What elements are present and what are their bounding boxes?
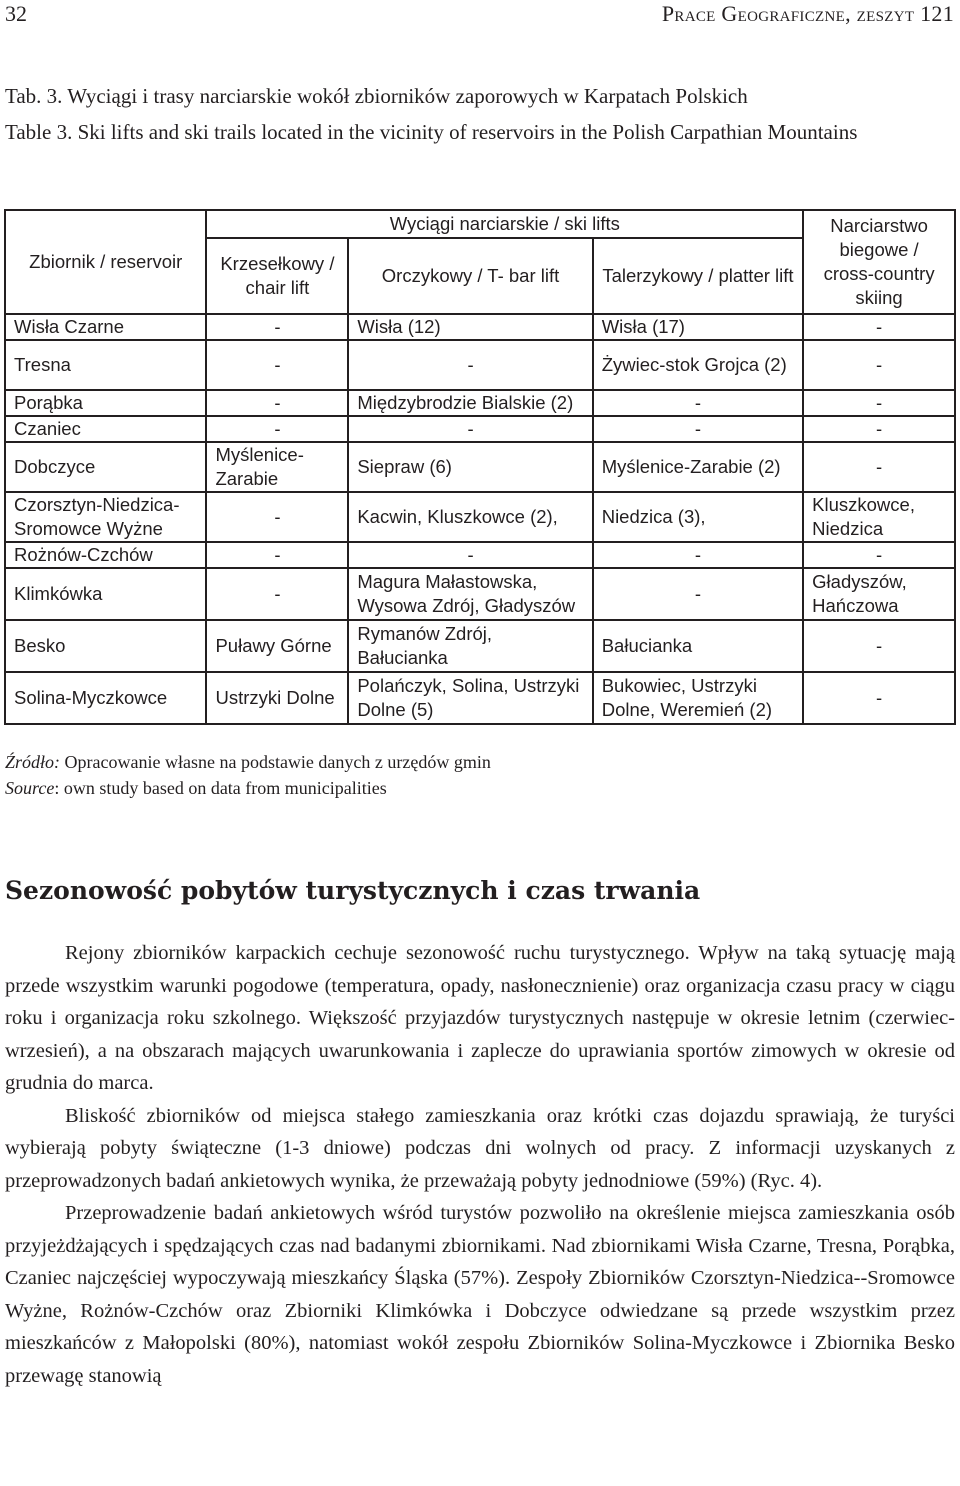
table-row bbox=[5, 442, 955, 492]
reservoir-cell: Wisła Czarne bbox=[5, 314, 206, 340]
platter-lift-cell: - bbox=[593, 416, 803, 442]
header-ski-lifts: Wyciągi narciarskie / ski lifts bbox=[206, 210, 803, 238]
reservoir-cell: Porąbka bbox=[5, 390, 206, 416]
chair-lift-cell: - bbox=[206, 542, 348, 568]
tbar-lift-cell: Międzybrodzie Bialskie (2) bbox=[348, 390, 592, 416]
journal-title: Prace Geograficzne, zeszyt 121 bbox=[661, 1, 954, 26]
table-row bbox=[5, 416, 955, 442]
reservoir-cell: Czaniec bbox=[5, 416, 206, 442]
tbar-lift-cell: Rymanów Zdrój, Bałucianka bbox=[348, 620, 592, 672]
cross-country-cell: - bbox=[803, 542, 955, 568]
tbar-lift-cell: Polańczyk, Solina, Ustrzyki Dolne (5) bbox=[348, 672, 592, 724]
platter-lift-cell: Myślenice-Zarabie (2) bbox=[593, 442, 803, 492]
tbar-lift-cell: Wisła (12) bbox=[348, 314, 592, 340]
platter-lift-cell: - bbox=[593, 390, 803, 416]
tbar-lift-cell: Kacwin, Kluszkowce (2), bbox=[348, 492, 592, 542]
cross-country-cell: - bbox=[803, 314, 955, 340]
cross-country-cell: Gładyszów, Hańczowa bbox=[803, 568, 955, 620]
cross-country-cell: - bbox=[803, 442, 955, 492]
chair-lift-cell: - bbox=[206, 390, 348, 416]
body-text bbox=[5, 937, 955, 1392]
cross-country-cell: - bbox=[803, 416, 955, 442]
tbar-lift-cell: Siepraw (6) bbox=[348, 442, 592, 492]
cross-country-cell: - bbox=[803, 672, 955, 724]
platter-lift-cell: Wisła (17) bbox=[593, 314, 803, 340]
cross-country-cell: - bbox=[803, 340, 955, 390]
chair-lift-cell: - bbox=[206, 314, 348, 340]
table-row bbox=[5, 340, 955, 390]
chair-lift-cell: - bbox=[206, 568, 348, 620]
reservoir-cell: Dobczyce bbox=[5, 442, 206, 492]
table-sources bbox=[5, 749, 945, 801]
paragraph: Bliskość zbiorników od miejsca stałego zamieszkania oraz krótki czas dojazdu sprawiają, że turyści wybierają pobyty świąteczne (1-3 dniowe) podczas dni wolnych od pracy. Z informacji uzyskanych z przeprowadzonych badań ankietowych wynika, że przeważają pobyty jednodniowe (59%) (Ryc. 4). bbox=[5, 1104, 955, 1192]
tbar-lift-cell: - bbox=[348, 416, 592, 442]
table-row bbox=[5, 568, 955, 620]
platter-lift-cell: Niedzica (3), bbox=[593, 492, 803, 542]
cross-country-cell: - bbox=[803, 390, 955, 416]
paragraph: Rejony zbiorników karpackich cechuje sezonowość ruchu turystycznego. Wpływ na taką sytuację mają przede wszystkim warunki pogodowe (temperatura, opady, nasłonecznienie) oraz organizacja czasu pracy w ciągu roku i organizacja roku szkolnego. Większość przyjazdów turystycznych następuje w okresie letnim (czerwiec-wrzesień), a na obszarach mających uwarunkowania i zaplecze do uprawiania sportów zimowych w okresie od grudnia do marca. bbox=[5, 942, 955, 1094]
reservoir-cell: Solina-Myczkowce bbox=[5, 672, 206, 724]
reservoir-cell: Besko bbox=[5, 620, 206, 672]
platter-lift-cell: - bbox=[593, 568, 803, 620]
source-polish bbox=[5, 749, 945, 775]
platter-lift-cell: Bukowiec, Ustrzyki Dolne, Weremień (2) bbox=[593, 672, 803, 724]
cross-country-cell: Kluszkowce, Niedzica bbox=[803, 492, 955, 542]
table-row bbox=[5, 672, 955, 724]
table-row bbox=[5, 542, 955, 568]
source-text-polish: Opracowanie własne na podstawie danych z urzędów gmin bbox=[60, 752, 491, 772]
paragraph: Przeprowadzenie badań ankietowych wśród turystów pozwoliło na określenie miejsca zamieszkania osób przyjeżdżających i spędzających czas nad badanymi zbiornikami. Nad zbiornikami Wisła Czarne, Tresna, Porąbka, Czaniec najczęściej wypoczywają mieszkańcy Śląska (57%). Zespoły Zbiorników Czorsztyn-Niedzica--Sromowce Wyżne, Rożnów-Czchów oraz Zbiorniki Klimkówka i Dobczyce odwiedzane są przede wszystkim przez mieszkańców z Małopolski (80%), natomiast wokół zespołu Zbiorników Solina-Myczkowce i Zbiornika Besko przewagę stanowią bbox=[5, 1202, 955, 1387]
ski-lifts-table bbox=[4, 209, 956, 725]
source-english bbox=[5, 775, 945, 801]
tbar-lift-cell: Magura Małastowska, Wysowa Zdrój, Gładyszów bbox=[348, 568, 592, 620]
table-row bbox=[5, 492, 955, 542]
platter-lift-cell: Bałucianka bbox=[593, 620, 803, 672]
header-chair-lift: Krzesełkowy / chair lift bbox=[206, 238, 348, 314]
chair-lift-cell: Puławy Górne bbox=[206, 620, 348, 672]
page-number: 32 bbox=[5, 1, 27, 26]
source-label-english: Source bbox=[5, 778, 55, 798]
chair-lift-cell: - bbox=[206, 340, 348, 390]
table-row bbox=[5, 390, 955, 416]
page-header bbox=[0, 0, 960, 30]
table-caption-polish: Tab. 3. Wyciągi i trasy narciarskie wokół zbiorników zaporowych w Karpatach Polskich bbox=[5, 84, 748, 108]
platter-lift-cell: - bbox=[593, 542, 803, 568]
section-heading: Sezonowość pobytów turystycznych i czas trwania bbox=[5, 876, 701, 905]
header-cross-country: Narciarstwo biegowe / cross-country skiing bbox=[803, 210, 955, 314]
cross-country-cell: - bbox=[803, 620, 955, 672]
table-row bbox=[5, 620, 955, 672]
platter-lift-cell: Żywiec-stok Grojca (2) bbox=[593, 340, 803, 390]
chair-lift-cell: - bbox=[206, 492, 348, 542]
header-tbar-lift: Orczykowy / T- bar lift bbox=[348, 238, 592, 314]
reservoir-cell: Rożnów-Czchów bbox=[5, 542, 206, 568]
header-platter-lift: Talerzykowy / platter lift bbox=[593, 238, 803, 314]
tbar-lift-cell: - bbox=[348, 340, 592, 390]
reservoir-cell: Tresna bbox=[5, 340, 206, 390]
table-row bbox=[5, 314, 955, 340]
reservoir-cell: Czorsztyn-Niedzica-Sromowce Wyżne bbox=[5, 492, 206, 542]
chair-lift-cell: Myślenice-Zarabie bbox=[206, 442, 348, 492]
chair-lift-cell: Ustrzyki Dolne bbox=[206, 672, 348, 724]
source-label-polish: Źródło: bbox=[5, 752, 61, 772]
chair-lift-cell: - bbox=[206, 416, 348, 442]
header-reservoir: Zbiornik / reservoir bbox=[5, 210, 206, 314]
tbar-lift-cell: - bbox=[348, 542, 592, 568]
reservoir-cell: Klimkówka bbox=[5, 568, 206, 620]
source-text-english: : own study based on data from municipalities bbox=[54, 778, 387, 798]
table-caption-english: Table 3. Ski lifts and ski trails located in the vicinity of reservoirs in the Polish Carpathian Mountains bbox=[5, 120, 858, 144]
